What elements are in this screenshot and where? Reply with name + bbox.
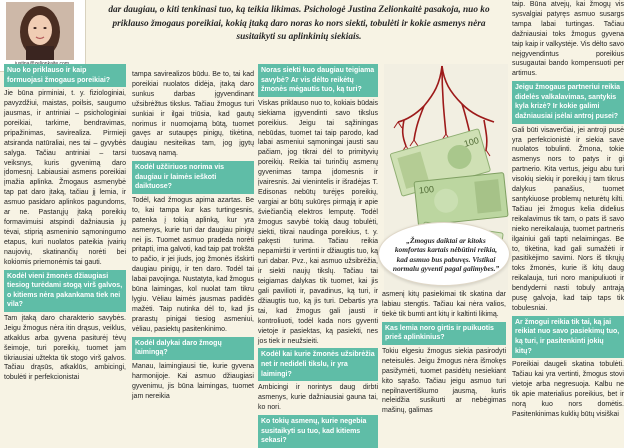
answer-paragraph: Manau, laimingiausi tie, kurie gyvena harmonijoje. Kai asmuo džiaugiasi gyvenimu, jis būna laimingas, tuomet jam nereikia	[132, 362, 254, 400]
answer-paragraph: Poreikiai daugeli skatina tobulėti. Tačiau kai yra vertinti, žmogus stovi vietoje arba negresuoja. Kalbu ne tik apie materialius poreikius, bet ir norą kuo nors domėtis. Pasitenkinimas kuklių būtų visiškai	[512, 361, 624, 418]
text-column-4	[382, 290, 506, 416]
svg-text:100: 100	[418, 183, 435, 196]
answer-paragraph: Viskas priklauso nuo to, kokiais būdais siekiama įgyvendinti savo tikslus poreikius. Jeigu tai sąžiningas nebūdas, tuomet tai taip parodo, kad labai asmeniui sąmoningai jausti sau pačiam, jog tikrai dėl to primityvių poreikių. Reikia tai turinčių asmenų gyvenimas tampa įdomesnis ir įvairesnis. Jai vienintelis ir išradėjas T. Edisonas nebūtų turėjęs poreikių, vargiai ar būtų sukūręs pirmąją ir apie šviečiančią elektros lemputę. Todėl žmogus savybė tokią daug tobulėti, siekti, tikrai naudinga poreikius, t. y. pakęsti turima. Tačiau reikia nepamiršti ir vertinti ir džiaugtis tuo, ką turi dabar. Pvz., kai asmuo užsibrėžia, ir siekti naujų tikslų. Tačiau tai teigiamas dalykas tik tuomet, kai jis gali pavilioti ir, pavadinus, ką turi, ir džiaugtis tuo, ką jis turi. Debartis yra tai, kad žmogus gali jausti ir kontroliuoti, todėl kada nors gyventi vietoje ir pasiektas, ką pasiekti, nes jos tiek ir neužsieiti.	[258, 99, 378, 345]
question-heading: Noras siekti kuo daugiau teigiama savybė? Ar vis dėlto reikėtų žmonės mėgautis tuo, ką turi?	[258, 64, 378, 97]
question-heading: Nuo ko priklauso ir kaip formuojasi žmogaus poreikiai?	[4, 64, 126, 87]
question-heading: Kas lemia noro girtis ir puikuotis prieš aplinkinius?	[382, 322, 506, 345]
text-column-3	[258, 64, 378, 445]
answer-paragraph: Gali būti visaverčiai, jei antroji pusė yra perfekcionistė ir siekia save nuolatos tobulinti. Žmona, tokie asmenys nors to patys ir gi partnerio. Kita vertus, jeigu abu turi visokių siekių ir poreikių į tam tikrus dalykus panašius, tuomet santykiuose problemų neturėtų kilti. Tačiau jei žmogus kelia didelius reikalavimus tik tam, o pats iš savo nieko nereikalauja, tuomet partneris ilgainiui gali tapti nelaimingas. Be to, tikėtina, kad gali sumažėti ir pasitikėjimo savimi. Nors iš tikrųjų toks žmonės, kurie iš kitų daug reikalauja, turi noro manipuliuoti ir bendyderni nasti tobuly antrają pusę galvoja, kad taip taps tik tobulesniai.	[512, 126, 624, 312]
question-heading: Jeigu žmogaus partneriui reikia didelės valkalavimas, santykis kyla krizė? Ir kokie galimi dažniausiai įsėlai antroj pusei?	[512, 81, 624, 123]
answer-paragraph: Tam įtaką daro charakterio savybės. Jeigu žmogus nėra itin drąsus, veiklus, atkaklus arba gyvena pasiturėj tėvų šeimoje, turi poreikių, tuomet jam tikriausiai užtekta tik stogo virš galvos. Tačiau drąsūs, atkaklūs, ambicingi, tobulėti ir perfekcionistai	[4, 314, 126, 382]
answer-paragraph: Ambicingi ir norintys daug dirbti asmenys, kurie dažniausiai gauna tai, ko nori.	[258, 384, 378, 412]
answer-paragraph: asmenį kitų pasiekimai tik skatina dar labiau stengtis. Tačiau kai nėra valios, tiekė tik bumti ant kitų ir kaltinti likimą.	[382, 291, 506, 318]
question-heading: Kodėl dalykai daro žmogų laimingą?	[132, 337, 254, 360]
pull-quote-text: „Žmogus daiktai ar kitoks komfortas kartais nėbūtini reikia, kad asmuo bus pabuvęs. Vistikai normalu gyventi pagal galimybes.”	[392, 236, 500, 274]
text-column-5	[512, 0, 624, 416]
text-column-1	[4, 64, 126, 416]
author-photo	[6, 2, 74, 60]
answer-paragraph: Tokiu elgesiu žmogus siekia pasirodyti neteisulės. Jeigu žmogus nėra išmokęs pasižymėti, tuomet pasidėtų nesiekiant kito sąrašo. Tačiau jeigu asmuo turi nepilnavertiškumo jausmą, kuris neleidžia susikurti ar nebėgimas mašinų, galimas	[382, 347, 506, 415]
author-box	[0, 0, 86, 72]
answer-paragraph: Todėl, kad žmogus apima azartas. Be to, kai tampa kur kas turtingesnis, patenka į tokią aplinką, kur yra asmenys, kurie turi dar daugiau pinigų nei jis. Tuomet asmuo pradeda norėti pritapti, ima galvoti, kad taip pat trokšta to pačio, ir jei jiuds, jog žmonės išskirti daugiau pinigų, ir ten daro. Todėl tai labai pavojinga. Nustatyta, kad žmogus būna laimingas, kol nuolat tam tikru lygiu. Vėliau laimės jausmas padidės mažėti. Taip nutinka dėl to, kad jis prarastų pinigai tiesiog asmeniui, vėliau, pasiektų pasitenkinimo.	[132, 196, 254, 333]
question-heading: Ko tokių asmenų, kurie negebia susitaikyti su tuo, kad kitiems sekasi?	[258, 415, 378, 448]
answer-paragraph: tampa savirealizos būdu. Be to, tai kad poreikiai nuolatos didėja, įtaką daro sunkus darbas įgyvendinant užsibrėžtus tikslus. Tačiau žmogus turi sunkiai ir ilgai triūsia, kad gautų norimus ir nuomojamą būtą, tuomet gavęs ar sutaupęs pinigų, tikėtina, daugiau nesiteikas tam, jog įgytų tuosavą namą.	[132, 71, 254, 158]
svg-text:100: 100	[462, 135, 480, 149]
portrait-illustration	[6, 2, 74, 60]
article-lead: dar daugiau, o kiti tenkinasi tuo, ką teikia likimas. Psichologė Justina Zelionkaitė pasakoja, nuo ko priklauso žmogaus poreikiai, kokią įtaką daro noras ko nors siekti, tobulėti ir kokie asmenys nėra susitaikyti su aplinkinių siekiais.	[108, 5, 490, 43]
answer-paragraph: taip. Būna atvejų, kai žmogų vis sysvalgiai patyręs asmuo susargs tampa labai turtingas. Tačiau dažniausiai toks žmogus gyvena taip kaip ir valkystėje. Vis dėlto savo neįgyvendintus poreikius susugautai bando kompensuoti per artimus.	[512, 1, 624, 78]
question-heading: Ar žmogui reikia tik tai, ką jai reikiat nuo savo pasiekimų tuo, ką turi, ir pasitenkinti jokių kitų?	[512, 316, 624, 358]
text-column-2	[132, 70, 254, 416]
question-heading: Kodėl kai kurie žmonės užsibrėžia net ir nedideli tikslu, ir yra laimingi?	[258, 348, 378, 381]
answer-paragraph: Jie būna pirminiai, t. y. fiziologiniai, pavyzdžiui, maistas, poilsis, saugumo jausmas, ir antriniai – psichologiniai poreikiai, tarkime, bendravimas, pripažinimas, savirealiza. Pirmieji atsiranda natūraliai, nes tai – gyvybės salyga. Tačiau antriniai – tarsi veiksnys, kuris gyvenimą daro įdomesnį. Labiausiai asmens poreikiai įmažia aplinka. Žmogaus asmenybė tap pat daro įtaką, tačiau jį lemia, ir asmuo pasidaro aplinkos pagundoms, ar ne. Pastarųjų įtaką poreikių formavimuisi atspindi dažniausia jų tėvai, stiprią asmeninio sąmoningumo etapus, kuri nuolatos pateikia įvairių naujovių, skatinančių norėti bei kokiomis priemonėmis tai gauti.	[4, 90, 126, 266]
question-heading: Kodėl užčiriuos norima vis daugiau ir laimės ieškoti daiktuose?	[132, 161, 254, 194]
question-heading: Kodėl vieni žmonės džiaugiasi tiesiog turėdami stogą virš galvos, o kitiems nėra pakankama tiek nei vila?	[4, 270, 126, 312]
